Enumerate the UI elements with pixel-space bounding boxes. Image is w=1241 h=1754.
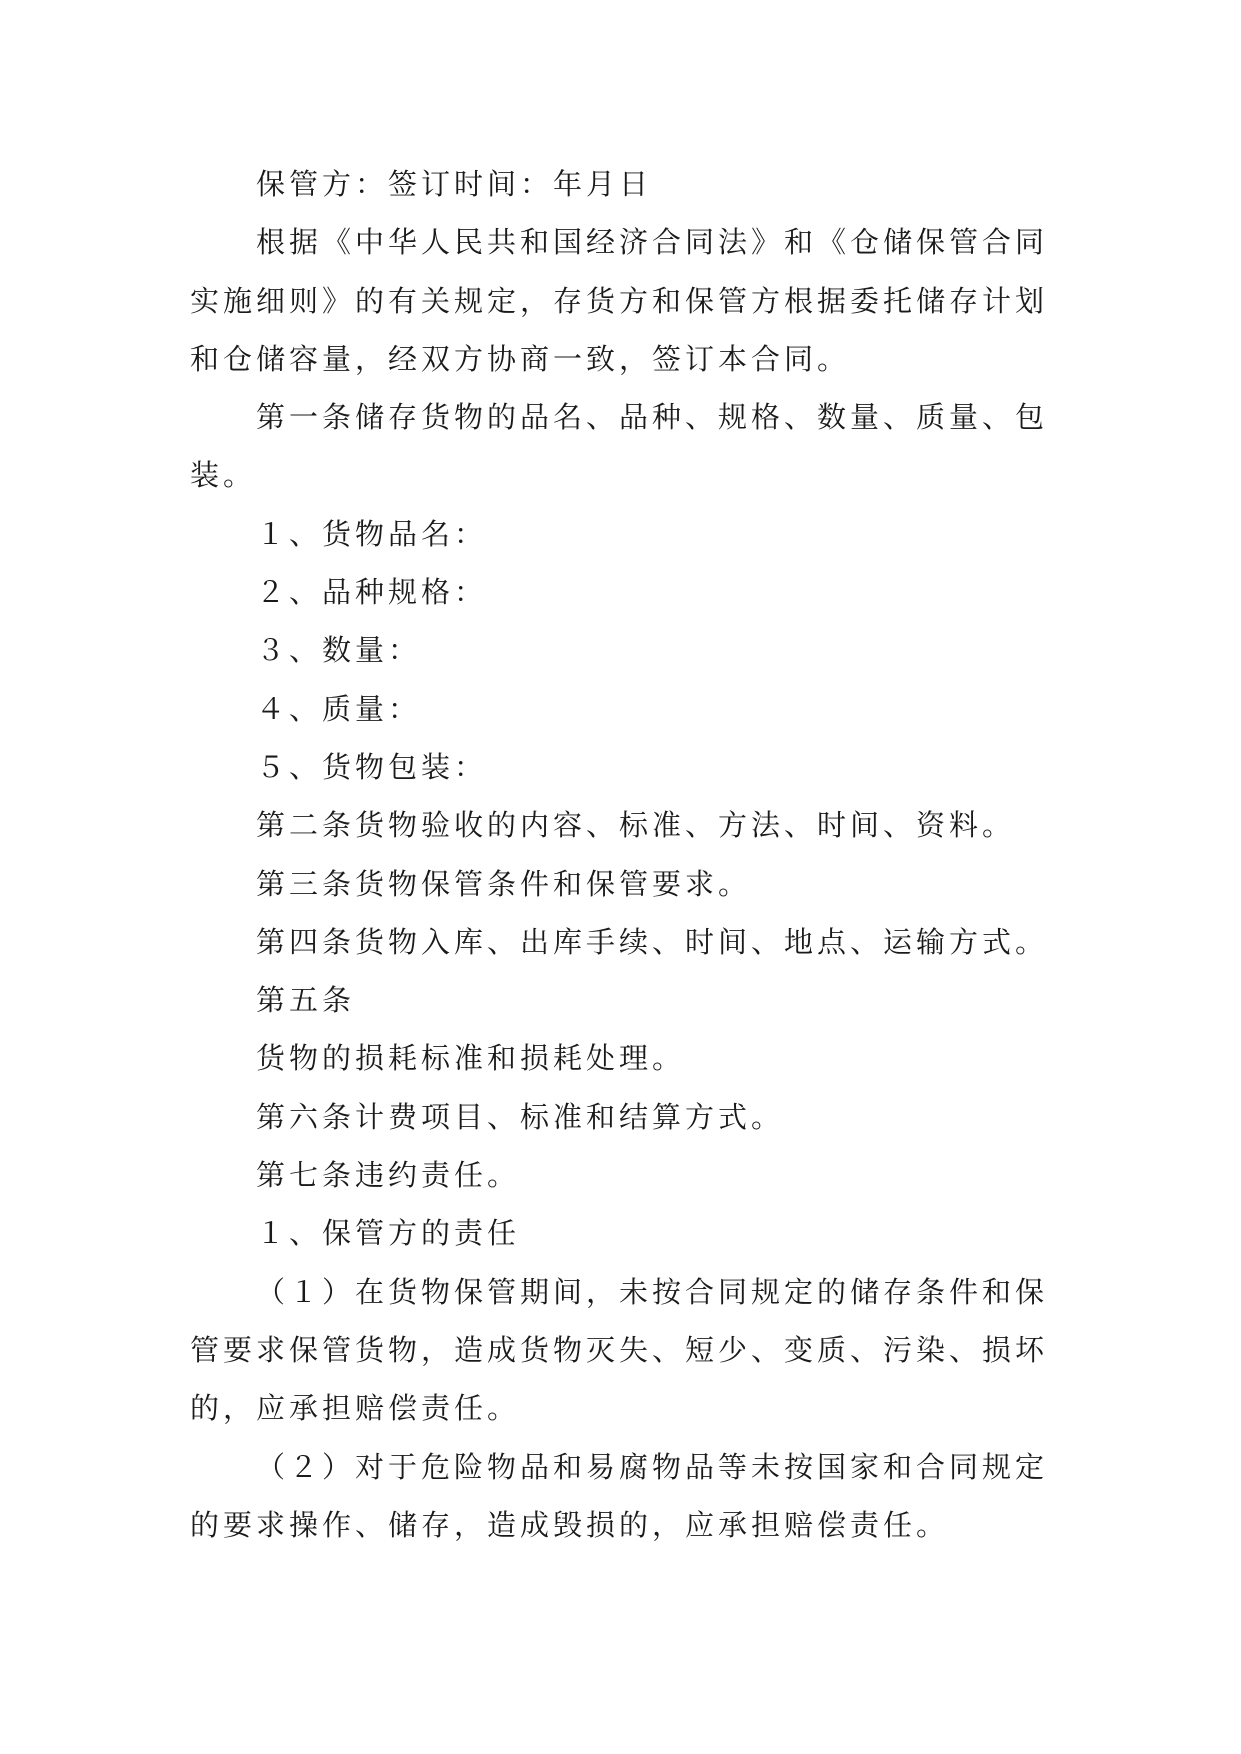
sub-item-line: （２）对于危险物品和易腐物品等未按国家和合同规定 bbox=[256, 1449, 1049, 1484]
list-item: １、货物品名： bbox=[256, 516, 488, 551]
document-body bbox=[190, 155, 1070, 1554]
clause-line: 第一条储存货物的品名、品种、规格、数量、质量、包 bbox=[256, 400, 1049, 435]
clause-line: 第七条违约责任。 bbox=[256, 1158, 521, 1193]
clause-line: 第三条货物保管条件和保管要求。 bbox=[256, 866, 752, 901]
paragraph-line: 实施细则》的有关规定，存货方和保管方根据委托储存计划 bbox=[190, 283, 1049, 318]
clause-line: 货物的损耗标准和损耗处理。 bbox=[256, 1041, 686, 1076]
list-item: ５、货物包装： bbox=[256, 749, 488, 784]
paragraph-line: 根据《中华人民共和国经济合同法》和《仓储保管合同 bbox=[256, 225, 1049, 260]
clause-line: 第六条计费项目、标准和结算方式。 bbox=[256, 1099, 785, 1134]
paragraph-line: 和仓储容量，经双方协商一致，签订本合同。 bbox=[190, 341, 851, 376]
list-item: ３、数量： bbox=[256, 633, 422, 668]
sub-item-line: 的要求操作、储存，造成毁损的，应承担赔偿责任。 bbox=[190, 1507, 950, 1542]
clause-line: 第二条货物验收的内容、标准、方法、时间、资料。 bbox=[256, 808, 1016, 843]
header-line: 保管方：签订时间：年月日 bbox=[256, 167, 653, 201]
list-item: ４、质量： bbox=[256, 691, 422, 726]
sub-item-line: 的，应承担赔偿责任。 bbox=[190, 1391, 521, 1426]
list-item: ２、品种规格： bbox=[256, 575, 488, 610]
clause-line: 装。 bbox=[190, 458, 257, 493]
sub-item-line: 管要求保管货物，造成货物灭失、短少、变质、污染、损坏 bbox=[190, 1332, 1049, 1367]
sub-item-line: （１）在货物保管期间，未按合同规定的储存条件和保 bbox=[256, 1274, 1049, 1309]
list-item: １、保管方的责任 bbox=[256, 1216, 521, 1251]
clause-line: 第五条 bbox=[256, 983, 356, 1018]
clause-line: 第四条货物入库、出库手续、时间、地点、运输方式。 bbox=[256, 924, 1049, 959]
